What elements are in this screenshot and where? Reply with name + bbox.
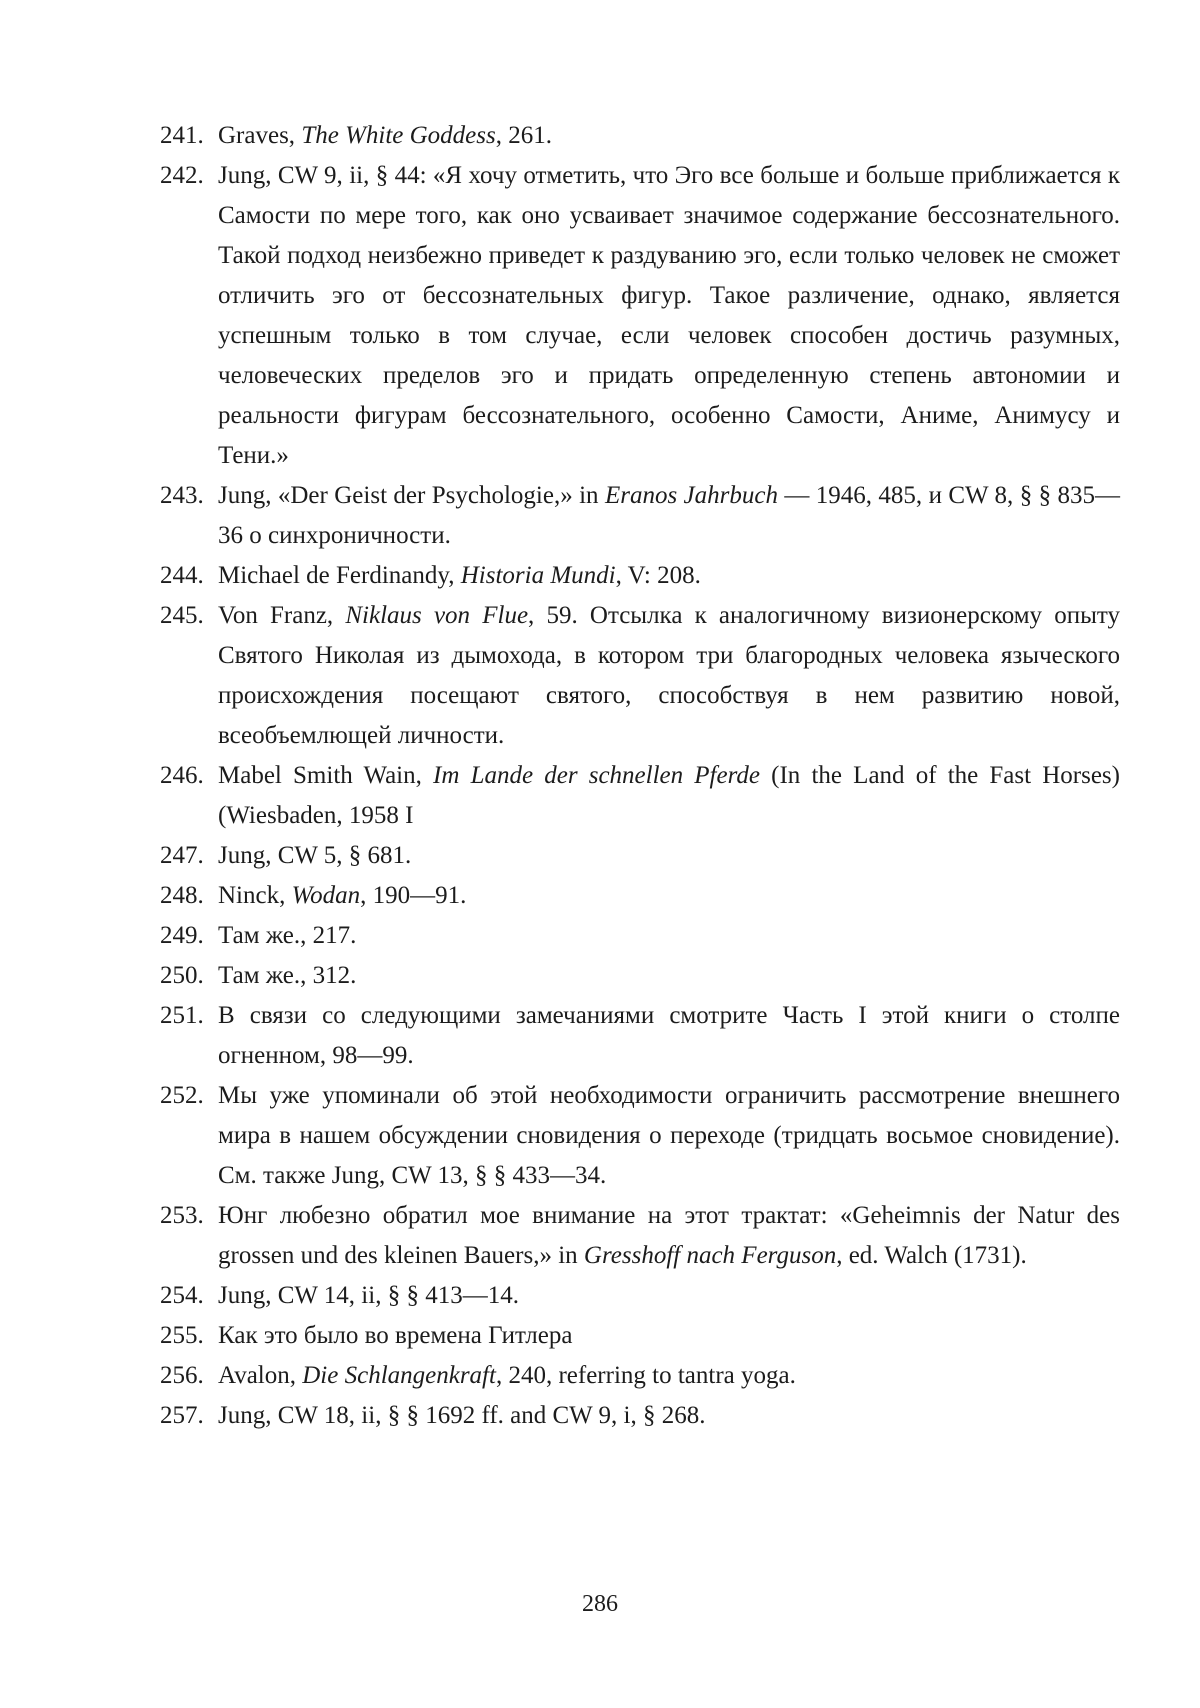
endnote-text — [218, 1356, 1120, 1396]
endnote-text-segment: , 190—91. — [360, 882, 467, 909]
endnote-text-segment: Там же., 217. — [218, 922, 357, 949]
endnote-title-italic: Die Schlangenkraft — [302, 1362, 496, 1389]
endnote-title-italic: Eranos Jahrbuch — [604, 482, 778, 509]
endnote-number: 253. — [160, 1202, 204, 1229]
endnote-text-segment: Ninck, — [218, 882, 292, 909]
endnote-item — [160, 756, 1120, 836]
endnote-text — [218, 1196, 1120, 1276]
endnote-text-segment: Jung, CW 14, ii, § § 413—14. — [218, 1282, 519, 1309]
page-number: 286 — [582, 1591, 618, 1617]
endnote-text — [218, 596, 1120, 756]
endnote-text — [218, 876, 1120, 916]
endnote-text — [218, 996, 1120, 1076]
endnote-item — [160, 1316, 1120, 1356]
endnote-text — [218, 956, 1120, 996]
endnote-item — [160, 836, 1120, 876]
endnote-item — [160, 476, 1120, 556]
endnote-number: 257. — [160, 1402, 204, 1429]
endnote-text-segment: (In the Land of the Fast Horses) (Wiesbaden, 1958 I — [218, 762, 1120, 829]
endnote-item — [160, 1396, 1120, 1436]
endnote-item — [160, 876, 1120, 916]
endnote-item — [160, 1276, 1120, 1316]
endnote-text-segment: Jung, CW 9, ii, § 44: «Я хочу отметить, что Эго все больше и больше приближается к Самости по мере того, как оно усваивает значимое содержание бессознательного. Такой подход неизбежно приведет к раздуванию эго, если только человек не сможет отличить эго от бессознательных фигур. Такое различение, однако, является успешным только в том случае, если человек способен достичь разумных, человеческих пределов эго и придать определенную степень автономии и реальности фигурам бессознательного, особенно Самости, Аниме, Анимусу и Тени.» — [218, 162, 1120, 469]
endnotes-list — [160, 116, 1120, 1436]
endnote-text-segment: Как это было во времена Гитлера — [218, 1322, 573, 1349]
endnote-text — [218, 116, 1120, 156]
endnote-title-italic: Im Lande der schnellen Pferde — [433, 762, 760, 789]
endnote-text-segment: Mabel Smith Wain, — [218, 762, 434, 789]
endnote-title-italic: Niklaus von Flue — [345, 602, 529, 629]
endnote-text-segment: Avalon, — [218, 1362, 303, 1389]
endnote-item — [160, 956, 1120, 996]
endnote-title-italic: Wodan — [291, 882, 361, 909]
endnote-text — [218, 1276, 1120, 1316]
endnote-item — [160, 556, 1120, 596]
endnote-text-segment: Там же., 312. — [218, 962, 357, 989]
endnote-item — [160, 116, 1120, 156]
endnote-number: 255. — [160, 1322, 204, 1349]
endnote-number: 248. — [160, 882, 204, 909]
endnote-number: 245. — [160, 602, 204, 629]
endnote-text — [218, 156, 1120, 476]
endnote-item — [160, 596, 1120, 756]
endnote-text — [218, 756, 1120, 836]
endnote-number: 250. — [160, 962, 204, 989]
endnote-text — [218, 476, 1120, 556]
endnote-text-segment: , 261. — [495, 122, 552, 149]
endnote-text-segment: Юнг любезно обратил мое внимание на этот трактат: «Geheimnis der Natur des grossen und des kleinen Bauers,» in — [218, 1202, 1120, 1269]
endnote-number: 252. — [160, 1082, 204, 1109]
endnote-text-segment: Jung, CW 18, ii, § § 1692 ff. and CW 9, i, § 268. — [218, 1402, 706, 1429]
endnote-number: 249. — [160, 922, 204, 949]
endnote-text-segment: Jung, «Der Geist der Psychologie,» in — [218, 482, 605, 509]
endnote-item — [160, 916, 1120, 956]
endnote-text-segment: , 240, referring to tantra yoga. — [495, 1362, 796, 1389]
endnote-number: 251. — [160, 1002, 204, 1029]
endnote-text-segment: , ed. Walch (1731). — [836, 1242, 1027, 1269]
endnote-number: 254. — [160, 1282, 204, 1309]
endnote-text-segment: Мы уже упоминали об этой необходимости ограничить рассмотрение внешнего мира в нашем обсуждении сновидения о переходе (тридцать восьмое сновидение). См. также Jung, CW 13, § § 433—34. — [218, 1082, 1120, 1189]
endnote-number: 242. — [160, 162, 204, 189]
endnote-number: 243. — [160, 482, 204, 509]
endnote-text-segment: Von Franz, — [218, 602, 346, 629]
endnote-text — [218, 556, 1120, 596]
endnote-text-segment: , V: 208. — [615, 562, 701, 589]
endnote-text — [218, 1316, 1120, 1356]
endnote-number: 246. — [160, 762, 204, 789]
endnote-item — [160, 1076, 1120, 1196]
endnote-text-segment: — 1946, 485, и CW 8, § § 835—36 о синхроничности. — [218, 482, 1120, 549]
endnote-text-segment: , 59. Отсылка к аналогичному визионерскому опыту Святого Николая из дымохода, в котором три благородных человека языческого происхождения посещают святого, способствуя в нем развитию новой, всеобъемлющей личности. — [218, 602, 1120, 749]
endnote-number: 244. — [160, 562, 204, 589]
endnote-text — [218, 1396, 1120, 1436]
endnote-text — [218, 1076, 1120, 1196]
endnote-number: 256. — [160, 1362, 204, 1389]
endnote-title-italic: Gresshoff nach Ferguson — [583, 1242, 837, 1269]
endnote-item — [160, 1196, 1120, 1276]
endnote-title-italic: The White Goddess — [301, 122, 496, 149]
endnote-text-segment: Jung, CW 5, § 681. — [218, 842, 412, 869]
endnote-item — [160, 1356, 1120, 1396]
endnote-text — [218, 916, 1120, 956]
endnote-text — [218, 836, 1120, 876]
endnote-text-segment: В связи со следующими замечаниями смотрите Часть I этой книги о столпе огненном, 98—99. — [218, 1002, 1120, 1069]
endnote-title-italic: Historia Mundi — [460, 562, 616, 589]
endnote-item — [160, 996, 1120, 1076]
endnote-item — [160, 156, 1120, 476]
endnote-text-segment: Michael de Ferdinandy, — [218, 562, 461, 589]
endnote-number: 247. — [160, 842, 204, 869]
endnote-text-segment: Graves, — [218, 122, 302, 149]
endnote-number: 241. — [160, 122, 204, 149]
